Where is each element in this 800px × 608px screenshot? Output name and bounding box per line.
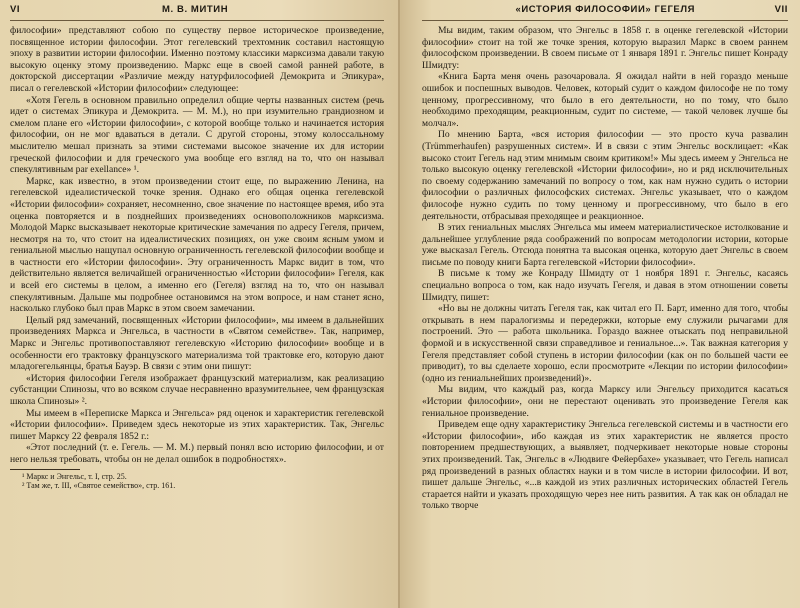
page-number: VII <box>774 4 788 15</box>
paragraph: Мы видим, таким образом, что Энгельс в 1858 г. в оценке гегелевской «Истории философии» стоит на той же точке зрения, которую выразил Маркс в своем раннем философском произведении. В своем письме от 1 января 1891 г. Энгельс пишет Конраду Шмидту: <box>422 25 788 71</box>
running-head: М. В. МИТИН <box>162 4 229 15</box>
paragraph: Мы видим, что каждый раз, когда Марксу или Энгельсу приходится касаться «Истории философии», они не перестают оценивать это произведение Гегеля как гениальное произведение. <box>422 384 788 419</box>
right-page-body <box>422 25 788 512</box>
paragraph: По мнению Барта, «вся история философии — это просто куча развалин (Trümmerhaufen) разрушенных систем». И в связи с этим Энгельс восклицает: «Как высоко стоит Гегель над этим мнимым своим критиком!» Мы здесь имеем у Энгельса не только высокую оценку гегелевской «Истории философии», но и ряд исключительных по своему содержанию замечаний по вопросу о том, как нам нужно судить о истории философии о различных философских системах. Энгельс указывает, что о каждом философе нужно судить по тому ценному и прогрессивному, что было в его деятельности, отбрасывая преходящее и реакционное. <box>422 129 788 222</box>
quote-paragraph: «Хотя Гегель в основном правильно определил общие черты названных систем (речь идет о системах Эпикура и Демокрита. — М. М.), но при изумительно грандиозном и смелом плане его «Истории философии», с которой вообще только и начинается история философии, он не мог вдаваться в детали. С другой стороны, этому колоссальному мыслителю мешал признать за этими системами высокое значение их для истории греческой философии и для греческого ума вообще его взгляд на то, что он называл спекулятивным par exellance» ¹. <box>10 94 384 176</box>
paragraph: Мы имеем в «Переписке Маркса и Энгельса» ряд оценок и характеристик гегелевской «Истории философии». Приведем здесь некоторые из этих характеристик. Так, Энгельс пишет Марксу 22 февраля 1852 г.: <box>10 407 384 442</box>
quote-paragraph: «Этот последний (т. е. Гегель. — М. М.) первый понял всю историю философии, и от него нельзя требовать, чтобы он не делал ошибок в подробностях». <box>10 442 384 465</box>
left-page-header <box>10 4 384 21</box>
left-page-body <box>10 25 384 466</box>
footnote: ² Там же, т. III, «Святое семейство», стр. 161. <box>22 480 176 490</box>
page-number: VI <box>10 4 21 15</box>
running-head: «ИСТОРИЯ ФИЛОСОФИИ» ГЕГЕЛЯ <box>515 4 696 15</box>
quote-paragraph: «Книга Барта меня очень разочаровала. Я ожидал найти в ней гораздо меньше ошибок и поспешных выводов. Человек, который судит о каждом философе не по тому ценному, прогрессивному, что было в его деятельности, но по тому, что было необходимо преходящим, реакционным, судит по системе, — такой человек лучше бы молчал». <box>422 71 788 129</box>
right-page-header <box>422 4 788 21</box>
footnote-divider <box>10 469 80 470</box>
paragraph: Маркс, как известно, в этом произведении стоит еще, по выражению Ленина, на гегелевской идеалистической точке зрения. Однако его общая оценка гегелевской «Истории философии» сохраняет, несомненно, свое значение по настоящее время, ибо эта оценка повторяется и в позднейших произведениях основоположников марксизма. Молодой Маркс высказывает некоторые критические замечания по адресу Гегеля, причем, несмотря на то, что стоит на идеалистических позициях, он уже своим ясным умом и гениальной мыслью нащупал основную ограниченность гегелевской философии вообще и в частности его «Истории философии». Эту ограниченность Маркс видит в том, что действительно является величайшей ограниченностью «Истории философии» Гегеля, как и всей его системы в целом, а именно его (Гегеля) взгляд на то, что он называл спекулятивным. Дальше мы подробнее остановимся на этом вопросе, и нам станет ясно, насколько глубоко был прав Маркс в этом своем замечании. <box>10 175 384 315</box>
paragraph: Целый ряд замечаний, посвященных «Истории философии», мы имеем в дальнейших произведениях Маркса и Энгельса, в частности в «Святом семействе». Так, например, Маркс и Энгельс противопоставляют гегелевскую «Историю философии» вообще и в особенности его трактовку французского материализма той трактовке его, которую дают младогегельянцы, братья Бауэр. В связи с этим они пишут: <box>10 314 384 373</box>
quote-paragraph: «История философии Гегеля изображает французский материализм, как реализацию субстанции Спинозы, что во всяком случае несравненно вразумительнее, чем французская школа Спинозы» ². <box>10 372 384 407</box>
footnote: ¹ Маркс и Энгельс, т. I, стр. 25. <box>22 471 127 481</box>
quote-paragraph: «Но вы не должны читать Гегеля так, как читал его П. Барт, именно для того, чтобы открывать в нем паралогизмы и передержки, которые ему служили рычагами для построений. Это — работа школьника. Гораздо важнее отыскать под неправильной формой и в искусственной связи справедливое и гениальное...». Так важная категория у Гегеля представляет собой ступень в истории философии (как он по большей части ее приводит), то вы сделаете хорошо, если просмотрите «Лекции по истории философии» (одно из гениальнейших произведений)». <box>422 303 788 384</box>
paragraph: философии» представляют собою по существу первое историческое произведение, посвященное истории философии. Этот гегелевский трехтомник составил настоящую эпоху в развитии истории философии. Именно поэтому классики марксизма давали такую высокую оценку этому произведению. Маркс еще в своей самой ранней работе, в докторской диссертации «Различие между натурфилософией Демокрита и Эпикура», писал о гегелевской «Истории философии» следующее: <box>10 25 384 94</box>
right-page <box>400 0 800 608</box>
paragraph: В этих гениальных мыслях Энгельса мы имеем материалистическое истолкование и дальнейшее углубление ряда соображений по вопросам методологии истории, которые уже высказал Гегель. Отсюда понятна та высокая оценка, которую дает Энгельс в своем письме по поводу книги Барта гегелевской «Истории философии». <box>422 222 788 268</box>
paragraph: В письме к тому же Конраду Шмидту от 1 ноября 1891 г. Энгельс, касаясь специально вопроса о том, как надо изучать Гегеля, и давая в этом отношении советы Шмидту, пишет: <box>422 268 788 303</box>
paragraph: Приведем еще одну характеристику Энгельса гегелевской системы и в частности его «Истории философии», ибо каждая из этих характеристик не является просто повторением предшествующих, а выявляет, подчеркивает некоторые новые стороны этих произведений. Так, Энгельс в «Людвиге Фейербахе» указывает, что Гегель написал ряд произведений в разных областях науки и в том числе в истории философии. И вот, пишет дальше Энгельс, «...в каждой из этих различных исторических областей Гегель старается найти и указать проходящую через нее нить развития. А так как он обладал не только творче <box>422 419 788 512</box>
